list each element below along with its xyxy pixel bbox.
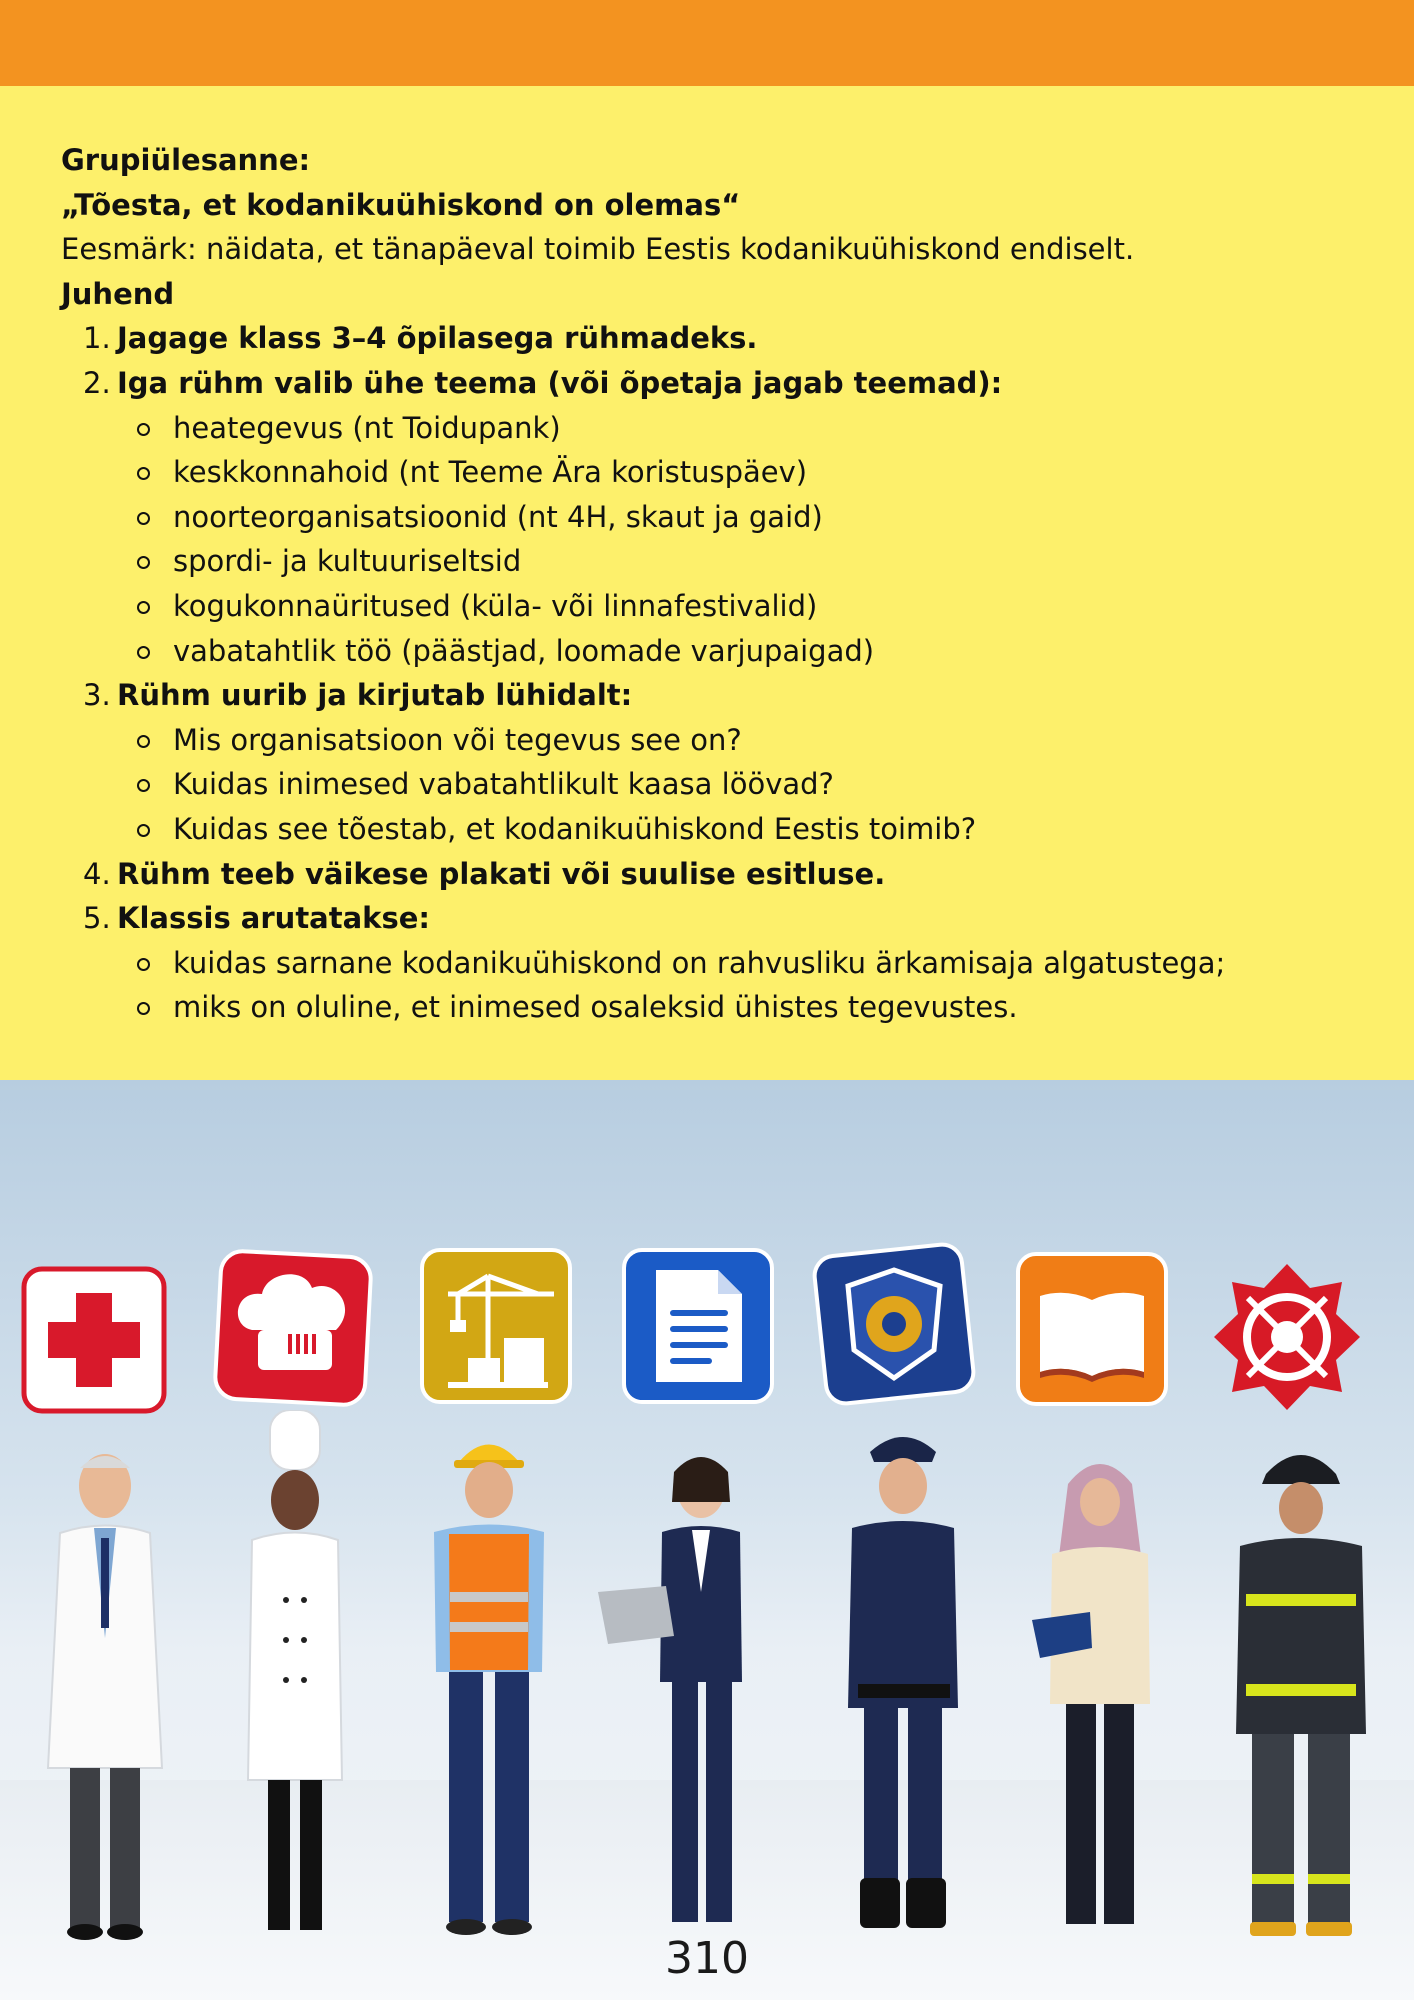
step-text: Klassis arutatakse: xyxy=(117,901,430,936)
step-number: 1. xyxy=(83,321,111,356)
office-worker-figure xyxy=(596,1432,776,1952)
sub-list-item: Kuidas see tõestab, et kodanikuühiskond Eestis toimib? xyxy=(117,807,1391,852)
step-text: Rühm teeb väikese plakati või suulise esitluse. xyxy=(117,856,886,891)
step-text: Iga rühm valib ühe teema (või õpetaja jagab teemad): xyxy=(117,365,1003,400)
firefighter-emblem-icon xyxy=(1208,1258,1366,1416)
construction-crane-icon xyxy=(418,1246,574,1406)
sub-list-item: keskkonnahoid (nt Teeme Ära koristuspäev) xyxy=(117,450,1391,495)
medical-cross-icon xyxy=(20,1265,168,1415)
steps-list xyxy=(61,316,1391,1030)
step-number: 3. xyxy=(83,678,111,713)
step-item xyxy=(61,896,1391,941)
sub-list xyxy=(117,941,1391,1030)
sub-list-item: kogukonnaüritused (küla- või linnafestivalid) xyxy=(117,584,1391,629)
step-item xyxy=(61,361,1391,406)
step-item xyxy=(61,673,1391,718)
step-number: 2. xyxy=(83,365,111,400)
step-number: 5. xyxy=(83,901,111,936)
sub-list xyxy=(117,406,1391,674)
professions-illustration xyxy=(0,1080,1414,2000)
firefighter-figure xyxy=(1216,1434,1386,1944)
sub-list-item: Mis organisatsioon või tegevus see on? xyxy=(117,718,1391,763)
open-book-icon xyxy=(1014,1250,1170,1408)
sub-list-item: noorteorganisatsioonid (nt 4H, skaut ja gaid) xyxy=(117,495,1391,540)
sub-list-item: Kuidas inimesed vabatahtlikult kaasa löövad? xyxy=(117,762,1391,807)
task-box xyxy=(0,86,1414,1080)
step-item xyxy=(61,852,1391,897)
sub-list-item: heategevus (nt Toidupank) xyxy=(117,406,1391,451)
step-text: Jagage klass 3–4 õpilasega rühmadeks. xyxy=(117,321,758,356)
sub-list xyxy=(117,718,1391,852)
task-label: Grupiülesanne: xyxy=(61,143,311,177)
sub-list-item: miks on oluline, et inimesed osaleksid ühistes tegevustes. xyxy=(117,985,1391,1030)
step-text: Rühm uurib ja kirjutab lühidalt: xyxy=(117,678,633,713)
police-officer-figure xyxy=(828,1418,978,1948)
step-subitems xyxy=(61,406,1391,674)
construction-worker-figure xyxy=(404,1422,574,1952)
document-icon xyxy=(620,1246,776,1406)
doctor-figure xyxy=(30,1438,180,1948)
police-badge-icon xyxy=(810,1240,978,1408)
chef-hat-icon xyxy=(212,1248,374,1408)
step-subitems xyxy=(61,718,1391,852)
step-subitems xyxy=(61,941,1391,1030)
sub-list-item: kuidas sarnane kodanikuühiskond on rahvusliku ärkamisaja algatustega; xyxy=(117,941,1391,986)
step-number: 4. xyxy=(83,856,111,891)
task-text xyxy=(61,138,1391,1030)
task-goal: Eesmärk: näidata, et tänapäeval toimib Eestis kodanikuühiskond endiselt. xyxy=(61,232,1135,267)
page-number: 310 xyxy=(665,1933,749,1984)
chef-figure xyxy=(230,1410,360,1950)
task-title: „Tõesta, et kodanikuühiskond on olemas“ xyxy=(61,187,741,222)
top-color-bar xyxy=(0,0,1414,86)
sub-list-item: spordi- ja kultuuriseltsid xyxy=(117,539,1391,584)
guide-label: Juhend xyxy=(61,276,175,311)
sub-list-item: vabatahtlik töö (päästjad, loomade varjupaigad) xyxy=(117,629,1391,674)
teacher-figure xyxy=(1030,1444,1170,1944)
step-item xyxy=(61,316,1391,361)
